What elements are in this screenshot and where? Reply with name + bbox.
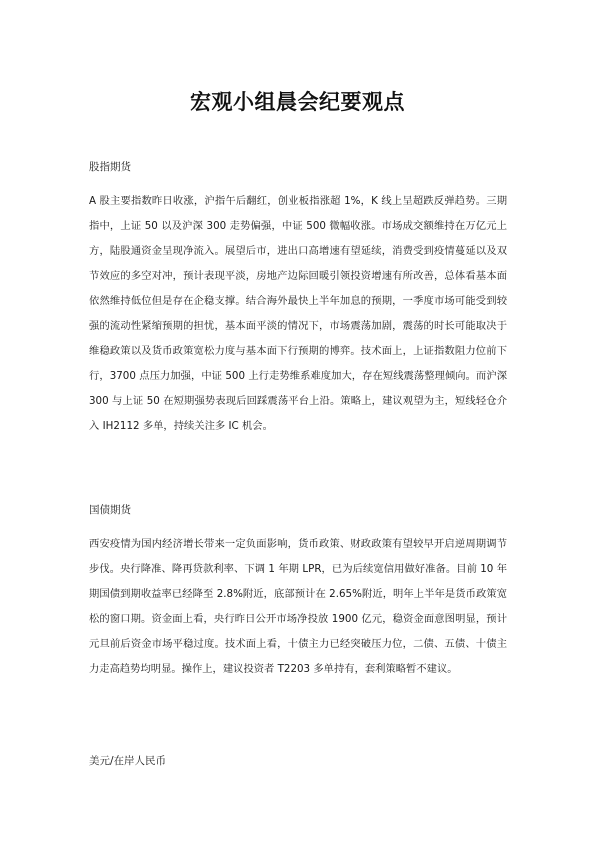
section-heading: 国债期货 <box>89 504 131 516</box>
section-stock-index-futures <box>89 160 507 439</box>
document-title: 宏观小组晨会纪要观点 <box>190 90 405 114</box>
section-heading: 股指期货 <box>89 161 131 173</box>
section-usd-cny <box>89 754 507 768</box>
section-treasury-bond-futures <box>89 503 507 682</box>
section-paragraph: 西安疫情为国内经济增长带来一定负面影响，货币政策、财政政策有望较早开启逆周期调节步伐。央行降准、降再贷款利率、下调 1 年期 LPR，已为后续宽信用做好准备。目前 10 年期国债到期收益率已经降至 2.8%附近，底部预计在 2.65%附近，明年上半年是货币政策宽松的窗口期。资金面上看，央行昨日公开市场净投放 1900 亿元，稳资金面意图明显，预计元旦前后资金市场平稳过度。技术面上看，十债主力已经突破压力位，二债、五债、十债主力走高趋势均明显。操作上，建议投资者 T2203 多单持有，套利策略暂不建议。 <box>89 538 507 675</box>
section-paragraph: A 股主要指数昨日收涨，沪指午后翻红，创业板指涨超 1%，K 线上呈超跌反弹趋势。三期指中，上证 50 以及沪深 300 走势偏强，中证 500 微幅收涨。市场成交额维持在万亿元上方，陆股通资金呈现净流入。展望后市，进出口高增速有望延续，消费受到疫情蔓延以及双节效应的多空对冲，预计表现平淡，房地产边际回暖引领投资增速有所改善，总体看基本面依然维持低位但是存在企稳支撑。结合海外最快上半年加息的预期，一季度市场可能受到较强的流动性紧缩预期的担忧，基本面平淡的情况下，市场震荡加剧，震荡的时长可能取决于维稳政策以及货币政策宽松力度与基本面下行预期的博弈。技术面上，上证指数阻力位前下行，3700 点压力加强，中证 500 上行走势维系难度加大，存在短线震荡整理倾向。而沪深 300 与上证 50 在短期强势表现后回踩震荡平台上沿。策略上，建议观望为主，短线轻仓介入 IH2112 多单，持续关注多 IC 机会。 <box>89 195 507 432</box>
section-heading: 美元/在岸人民币 <box>89 755 167 767</box>
